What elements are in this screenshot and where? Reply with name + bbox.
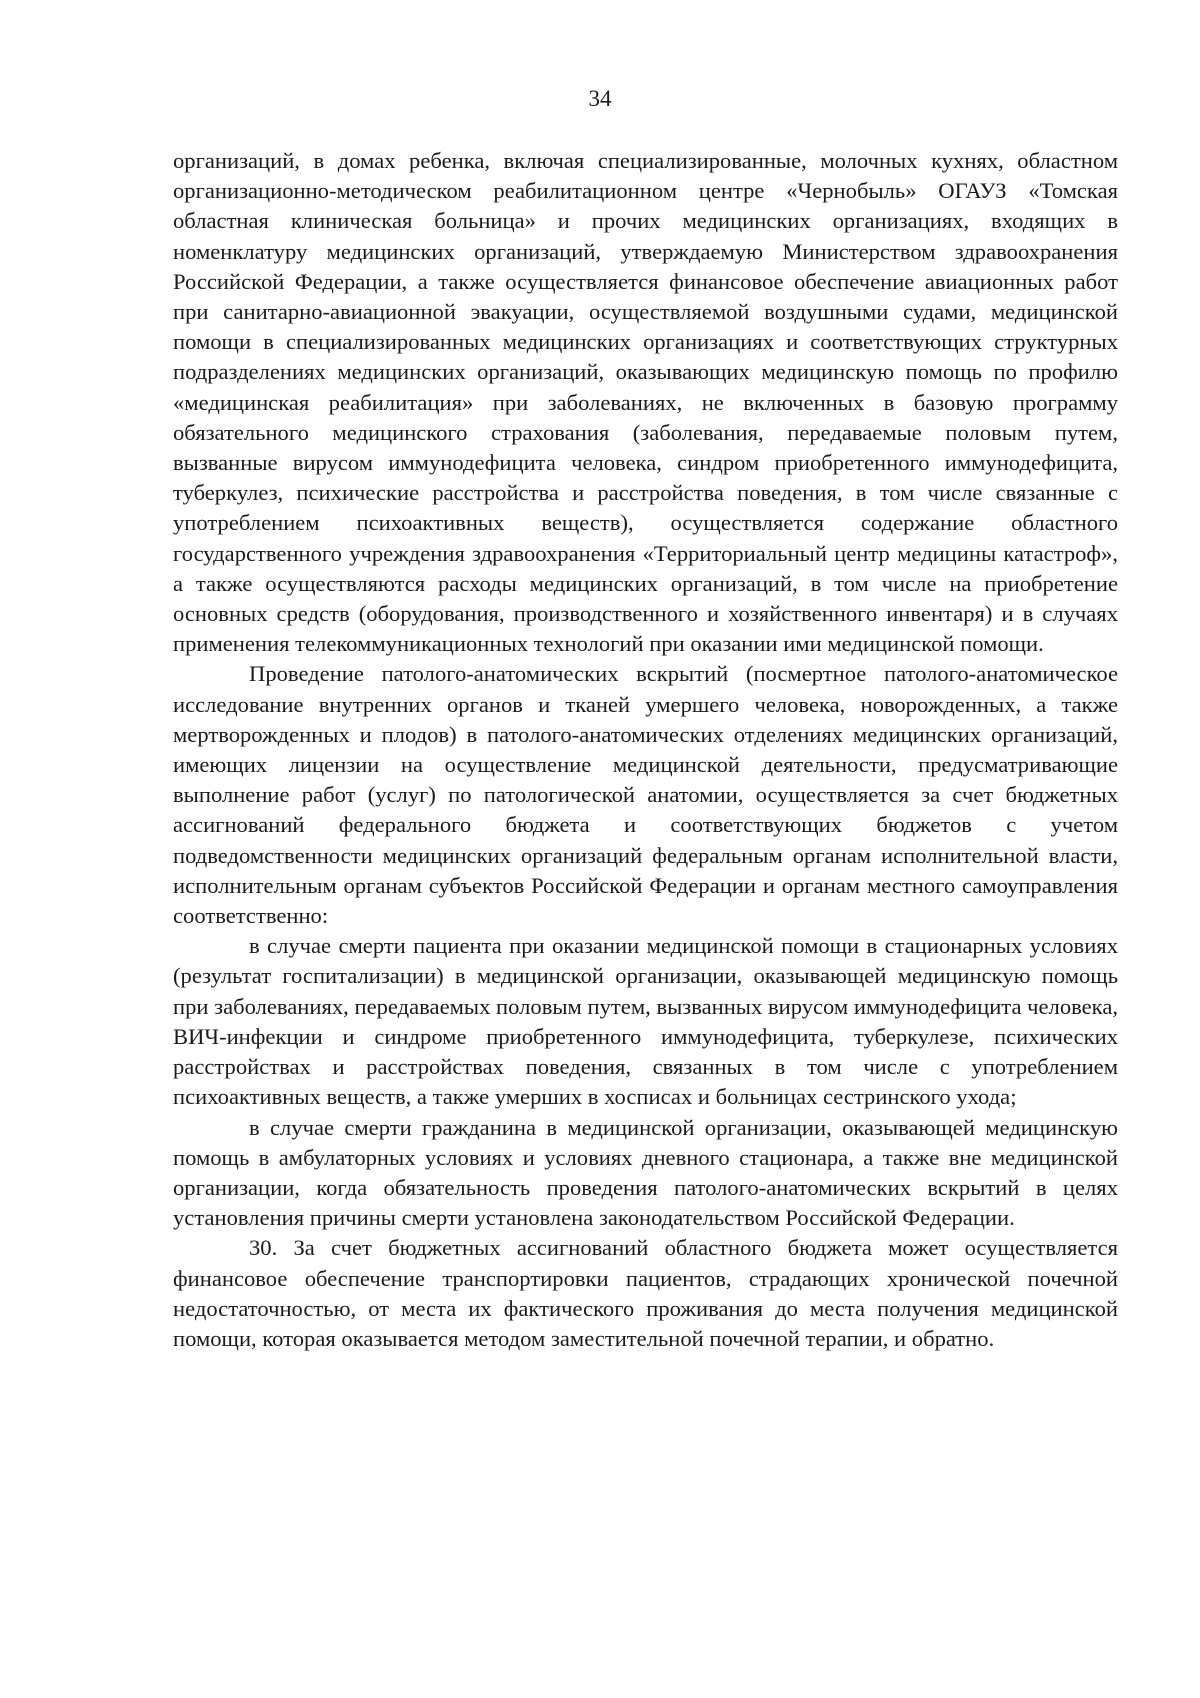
paragraph-autopsy: Проведение патолого-анатомических вскрытий (посмертное патолого-анатомическое исследование внутренних органов и тканей умершего человека, новорожденных, а также мертворожденных и плодов) в патолого-анатомических отделениях медицинских организаций, имеющих лицензии на осуществление медицинской деятельности, предусматривающие выполнение работ (услуг) по патологической анатомии, осуществляется за счет бюджетных ассигнований федерального бюджета и соответствующих бюджетов с учетом подведомственности медицинских организаций федеральным органам исполнительной власти, исполнительным органам субъектов Российской Федерации и органам местного самоуправления соответственно: bbox=[173, 661, 1118, 929]
paragraph-inpatient-death: в случае смерти пациента при оказании медицинской помощи в стационарных условиях (результат госпитализации) в медицинской организации, оказывающей медицинскую помощь при заболеваниях, передаваемых половым путем, вызванных вирусом иммунодефицита человека, ВИЧ-инфекции и синдроме приобретенного иммунодефицита, туберкулезе, психических расстройствах и расстройствах поведения, связанных в том числе с употреблением психоактивных веществ, а также умерших в хосписах и больницах сестринского ухода; bbox=[173, 933, 1118, 1110]
paragraph-item-30: 30. За счет бюджетных ассигнований областного бюджета может осуществляется финансовое обеспечение транспортировки пациентов, страдающих хронической почечной недостаточностью, от места их фактического проживания до места получения медицинской помощи, которая оказывается методом заместительной почечной терапии, и обратно. bbox=[173, 1235, 1118, 1351]
document-body bbox=[173, 146, 1118, 1354]
paragraph-outpatient-death: в случае смерти гражданина в медицинской организации, оказывающей медицинскую помощь в амбулаторных условиях и условиях дневного стационара, а также вне медицинской организации, когда обязательность проведения патолого-анатомических вскрытий в целях установления причины смерти установлена законодательством Российской Федерации. bbox=[173, 1114, 1118, 1231]
paragraph-continuation: организаций, в домах ребенка, включая специализированные, молочных кухнях, областном организационно-методическом реабилитационном центре «Чернобыль» ОГАУЗ «Томская областная клиническая больница» и прочих медицинских организациях, входящих в номенклатуру медицинских организаций, утверждаемую Министерством здравоохранения Российской Федерации, а также осуществляется финансовое обеспечение авиационных работ при санитарно-авиационной эвакуации, осуществляемой воздушными судами, медицинской помощи в специализированных медицинских организациях и соответствующих структурных подразделениях медицинских организаций, оказывающих медицинскую помощь по профилю «медицинская реабилитация» при заболеваниях, не включенных в базовую программу обязательного медицинского страхования (заболевания, передаваемые половым путем, вызванные вирусом иммунодефицита человека, синдром приобретенного иммунодефицита, туберкулез, психические расстройства и расстройства поведения, в том числе связанные с употреблением психоактивных веществ), осуществляется содержание областного государственного учреждения здравоохранения «Территориальный центр медицины катастроф», а также осуществляются расходы медицинских организаций, в том числе на приобретение основных средств (оборудования, производственного и хозяйственного инвентаря) и в случаях применения телекоммуникационных технологий при оказании ими медицинской помощи. bbox=[173, 148, 1118, 657]
page-number: 34 bbox=[588, 86, 612, 111]
